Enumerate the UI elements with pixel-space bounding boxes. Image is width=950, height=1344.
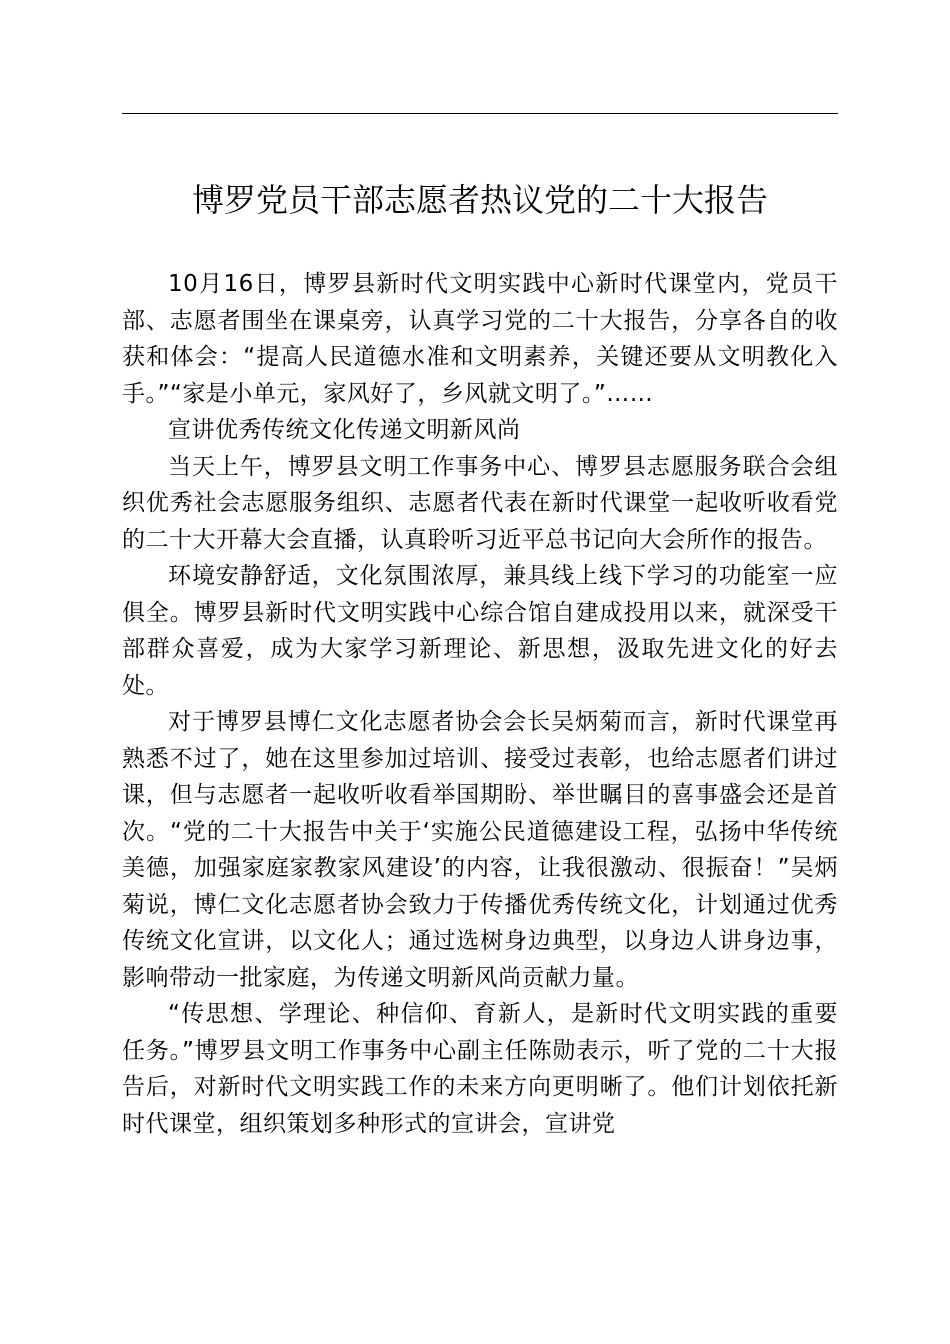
section-heading: 宣讲优秀传统文化传递文明新风尚: [168, 417, 521, 443]
paragraph: 环境安静舒适，文化氛围浓厚，兼具线上线下学习的功能室一应俱全。博罗县新时代文明实践中心综合馆自建成投用以来，就深受干部群众喜爱，成为大家学习新理论、新思想，汲取先进文化的好去处。: [122, 563, 838, 699]
paragraph: 对于博罗县博仁文化志愿者协会会长吴炳菊而言，新时代课堂再熟悉不过了，她在这里参加过培训、接受过表彰，也给志愿者们讲过课，但与志愿者一起收听收看举国期盼、举世瞩目的喜事盛会还是首次。“党的二十大报告中关于‘实施公民道德建设工程，弘扬中华传统美德，加强家庭家教家风建设’的内容，让我很激动、很振奋！”吴炳菊说，博仁文化志愿者协会致力于传播优秀传统文化，计划通过优秀传统文化宣讲，以文化人；通过选树身边典型，以身边人讲身边事，影响带动一批家庭，为传递文明新风尚贡献力量。: [122, 709, 838, 991]
paragraph: 当天上午，博罗县文明工作事务中心、博罗县志愿服务联合会组织优秀社会志愿服务组织、志愿者代表在新时代课堂一起收听收看党的二十大开幕大会直播，认真聆听习近平总书记向大会所作的报告。: [122, 453, 838, 553]
article-body: [122, 266, 838, 1142]
header-divider: [122, 113, 838, 114]
article-title: 博罗党员干部志愿者热议党的二十大报告: [191, 181, 768, 219]
paragraph-intro: 10月16日，博罗县新时代文明实践中心新时代课堂内，党员干部、志愿者围坐在课桌旁，认真学习党的二十大报告，分享各自的收获和体会：“提高人民道德水准和文明素养，关键还要从文明教化入手。”“家是小单元，家风好了，乡风就文明了。”……: [122, 271, 838, 407]
paragraph: “传思想、学理论、种信仰、育新人，是新时代文明实践的重要任务。”博罗县文明工作事务中心副主任陈勋表示，听了党的二十大报告后，对新时代文明实践工作的未来方向更明晰了。他们计划依托新时代课堂，组织策划多种形式的宣讲会，宣讲党: [122, 1001, 838, 1137]
